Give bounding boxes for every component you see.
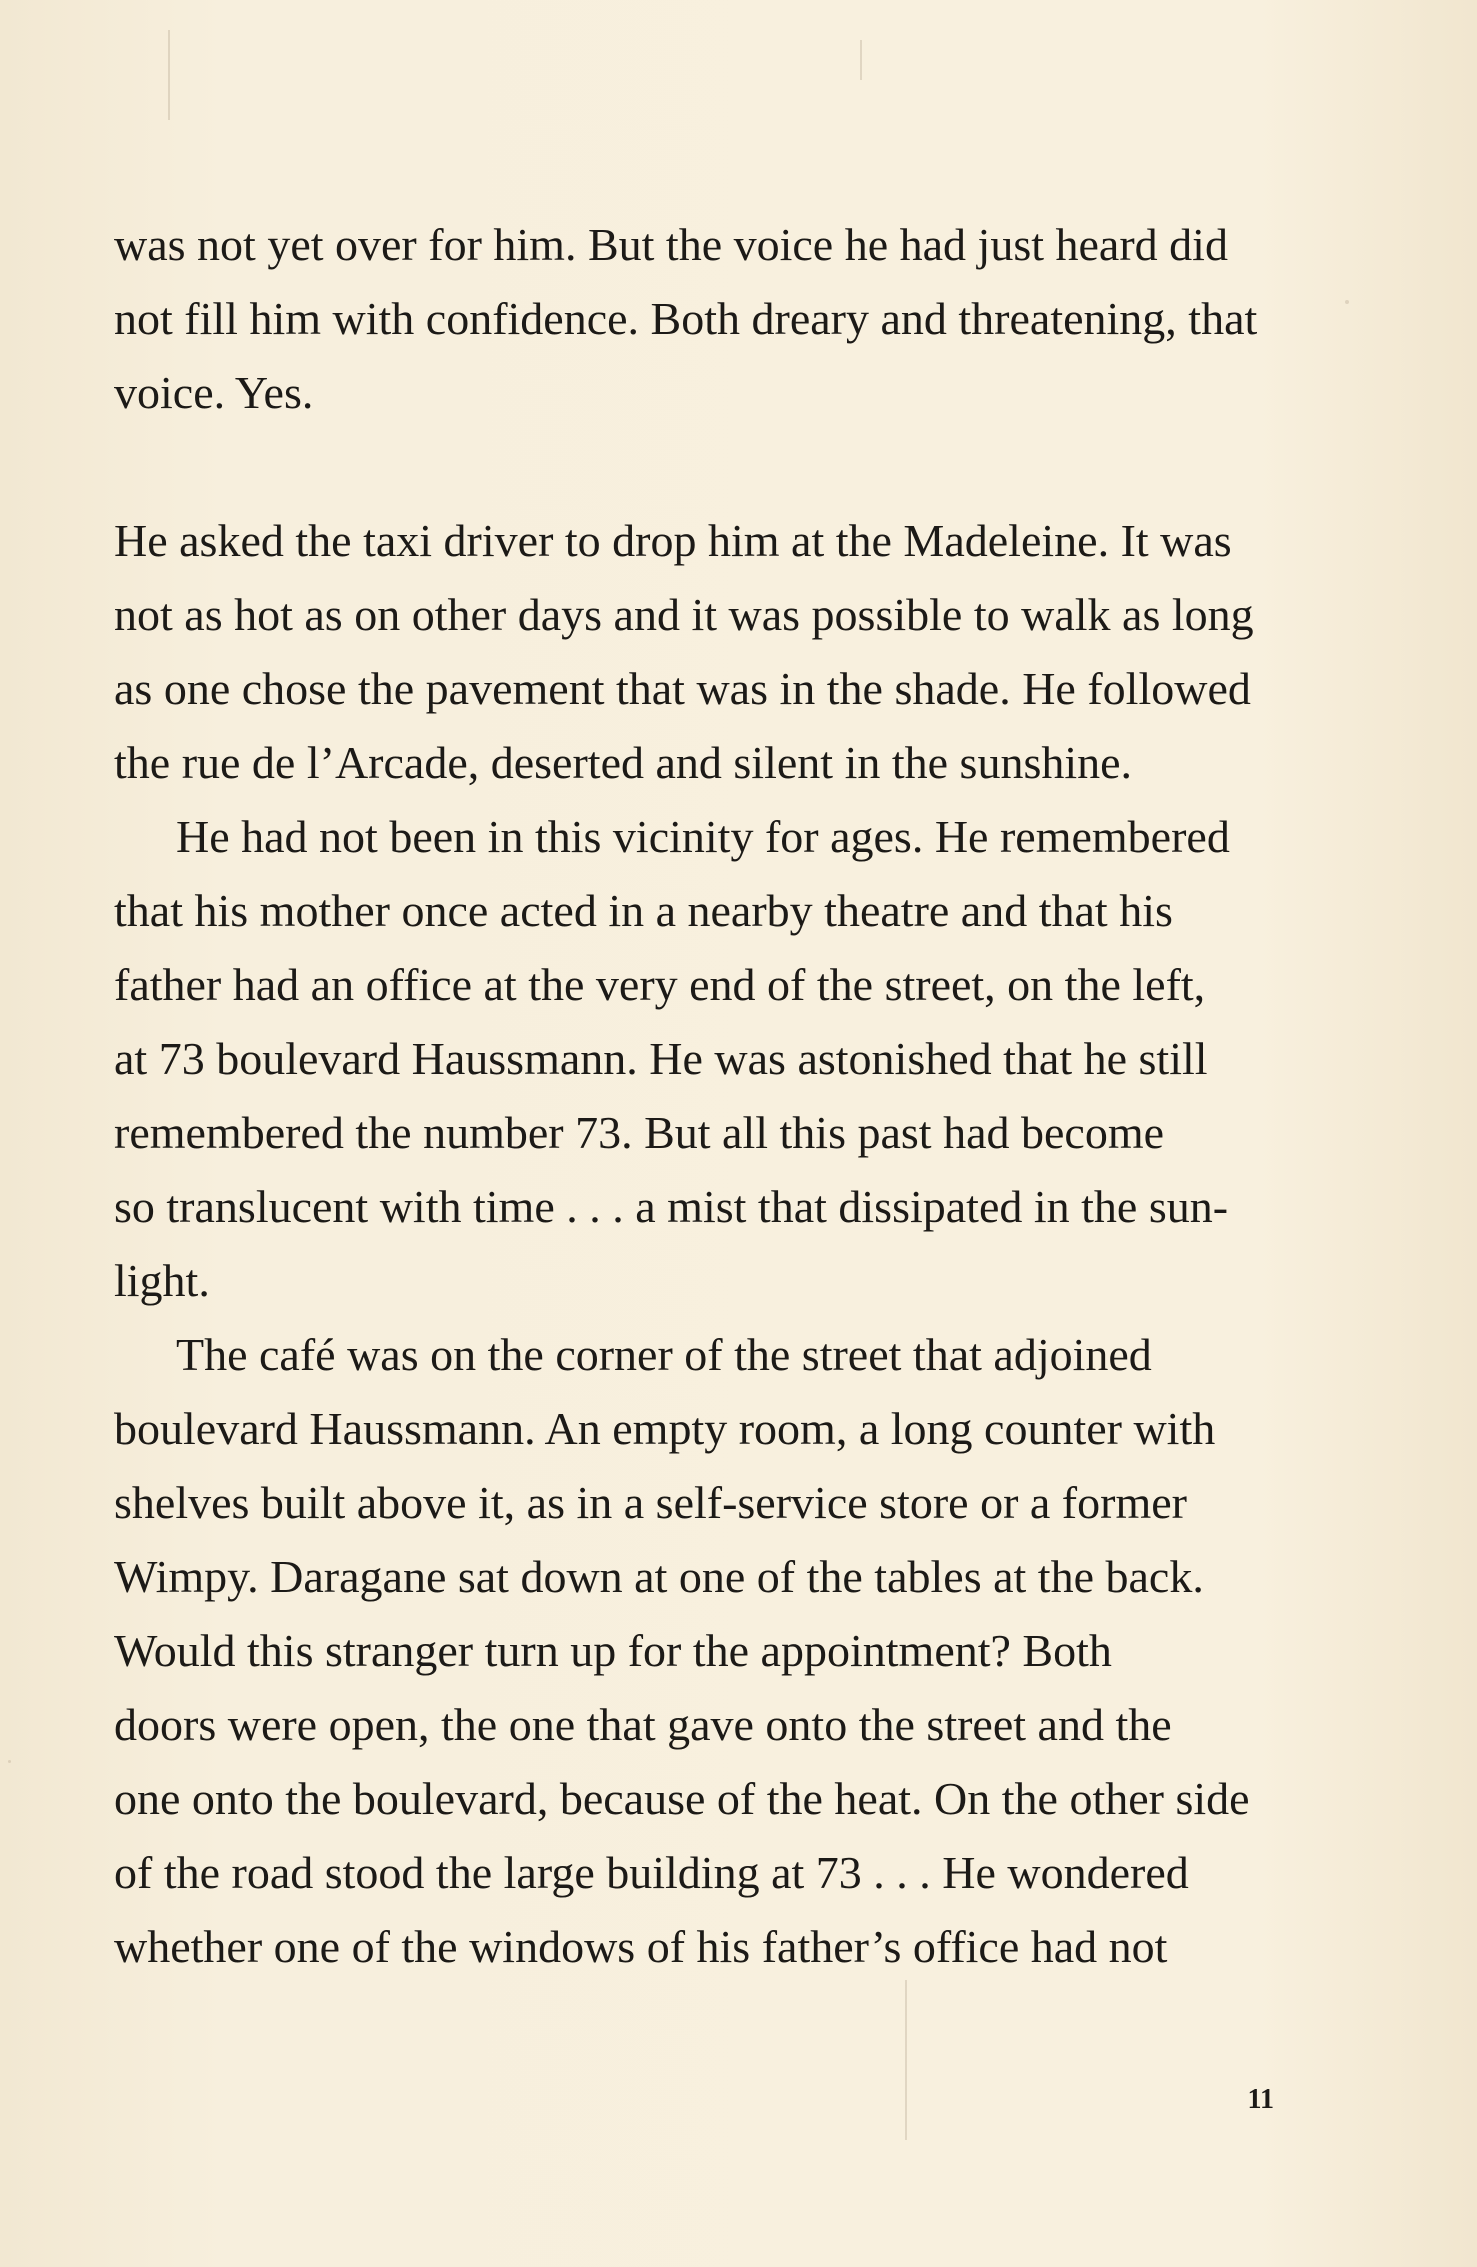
page-number: 11	[1247, 2084, 1274, 2115]
paper-mark	[1345, 300, 1349, 304]
body-text	[114, 208, 1274, 1984]
section-break	[114, 430, 1274, 504]
paper-mark	[168, 30, 170, 120]
paper-mark	[905, 1980, 907, 2140]
paragraph-1: was not yet over for him. But the voice he had just heard did not fill him with confidence. Both dreary and threatening, that voice. Yes.	[114, 219, 1258, 418]
paper-mark	[860, 40, 862, 80]
paper-mark	[8, 1760, 11, 1763]
paragraph-2: He asked the taxi driver to drop him at the Madeleine. It was not as hot as on other days and it was possible to walk as long as one chose the pavement that was in the shade. He followed the rue de l’Arcade, deserted and silent in the sunshine.	[114, 515, 1254, 788]
paragraph-4: The café was on the corner of the street that adjoined boulevard Haussmann. An empty room, a long counter with shelves built above it, as in a self-service store or a former Wimpy. Daragane sat down at one of the tables at the back. Would this stranger turn up for the appointment? Both doors were open, the one that gave onto the street and the one onto the boulevard, because of the heat. On the other side of the road stood the large building at 73 . . . He wondered whether one of the windows of his father’s office had not	[114, 1329, 1250, 1972]
paragraph-3: He had not been in this vicinity for ages. He remembered that his mother once acted in a nearby theatre and that his father had an office at the very end of the street, on the left, at 73 boulevard Haussmann. He was astonished that he still remembered the number 73. But all this past had become so translucent with time . . . a mist that dissipated in the sun- light.	[114, 811, 1230, 1306]
